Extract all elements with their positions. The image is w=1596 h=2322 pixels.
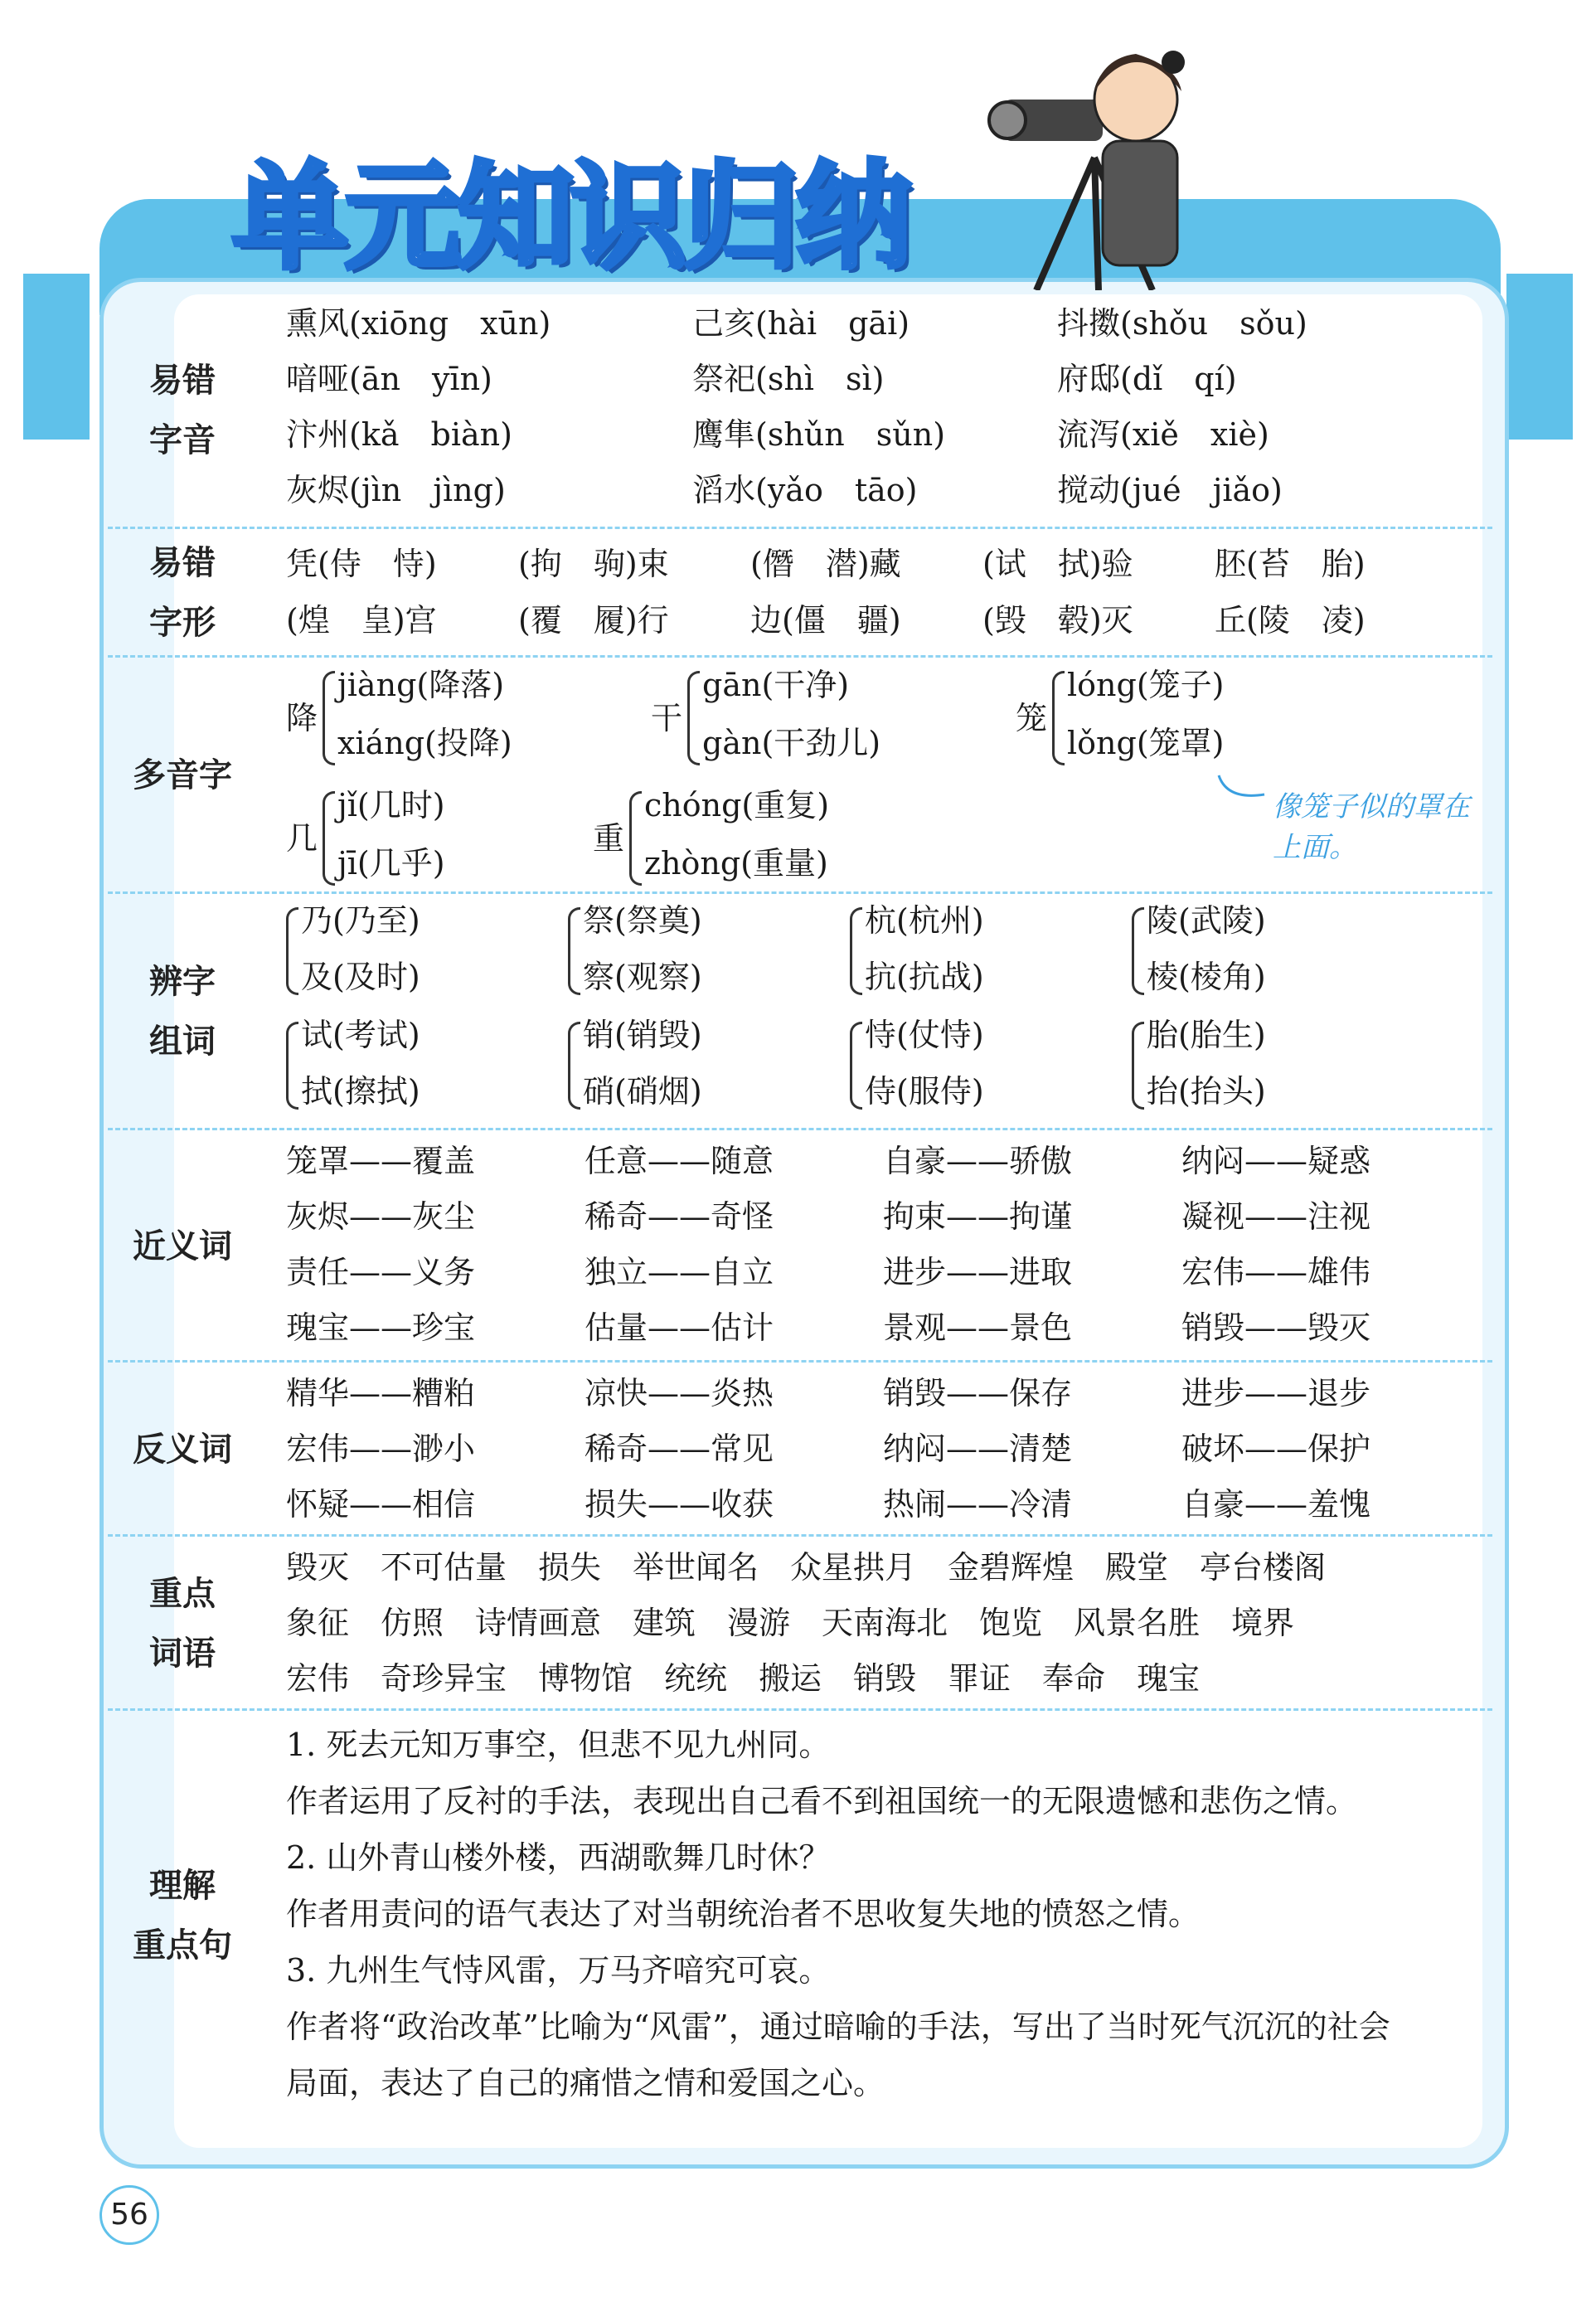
distinguish-word: 乃(乃至)	[301, 902, 420, 939]
section-label: 反义词	[133, 1430, 232, 1469]
keyword-row: 宏伟 奇珍异宝 博物馆 统统 搬运 销毁 罪证 奉命 瑰宝	[286, 1660, 1201, 1697]
synonym-row: 责任——义务 独立——自立 进步——进取 宏伟——雄伟	[286, 1254, 1371, 1290]
pronunciation-row: 熏风(xiōng xūn) 己亥(hài gāi) 抖擞(shǒu sǒu)	[286, 305, 1307, 342]
key-sentence: 3. 九州生气恃风雷，万马齐喑究可哀。	[286, 1952, 831, 1989]
distinguish-word: 胎(胎生)	[1147, 1017, 1266, 1053]
distinguish-group	[850, 1010, 1115, 1118]
left-side-band	[23, 274, 90, 440]
divider	[108, 891, 1492, 894]
distinguish-group	[1132, 896, 1397, 1003]
section-sentences	[99, 1712, 1501, 2119]
key-sentence: 1. 死去元知万事空，但悲不见九州同。	[286, 1727, 831, 1763]
keyword-row: 毁灭 不可估量 损失 举世闻名 众星拱月 金碧辉煌 殿堂 亭台楼阁	[286, 1549, 1327, 1586]
keyword-row: 象征 仿照 诗情画意 建筑 漫游 天南海北 饱览 风景名胜 境界	[286, 1605, 1295, 1641]
divider	[108, 1128, 1492, 1130]
antonym-row: 精华——糟粕 凉快——炎热 销毁——保存 进步——退步	[286, 1375, 1371, 1411]
polyphone-group: 重 chóng(重复) zhòng(重量)	[593, 780, 958, 896]
section-distinguish	[99, 896, 1501, 1128]
mascot-illustration	[987, 17, 1202, 290]
pronunciation-row: 喑哑(ān yīn) 祭祀(shì sì) 府邸(dǐ qí)	[286, 361, 1237, 397]
section-synonyms	[99, 1132, 1501, 1360]
page-title: 单元知识归纳	[232, 150, 910, 285]
distinguish-group	[286, 896, 551, 1003]
polyphone-group: 降 jiàng(降落) xiáng(投降)	[286, 659, 618, 775]
section-label: 重点 词语	[149, 1574, 216, 1673]
pronunciation-row: 汴州(kǎ biàn) 鹰隼(shǔn sǔn) 流泻(xiě xiè)	[286, 416, 1269, 453]
note-arrow-icon	[1215, 771, 1273, 804]
pronunciation-row: 灰烬(jìn jìng) 滔水(yǎo tāo) 搅动(jué jiǎo)	[286, 472, 1283, 508]
synonym-row: 灰烬——灰尘 稀奇——奇怪 拘束——拘谨 凝视——注视	[286, 1198, 1371, 1235]
section-label: 近义词	[133, 1227, 232, 1265]
divider	[108, 1534, 1492, 1537]
distinguish-group	[1132, 1010, 1397, 1118]
distinguish-word: 察(观察)	[583, 959, 702, 995]
glyph-row: (煌 皇)宫 (覆 履)行 边(僵 疆) (毁 毂)灭 丘(陵 凌)	[286, 602, 1366, 639]
distinguish-group	[568, 896, 833, 1003]
distinguish-group	[850, 896, 1115, 1003]
distinguish-word: 恃(仗恃)	[865, 1017, 984, 1053]
sentence-explanation: 作者将“政治改革”比喻为“风雷”，通过暗喻的手法，写出了当时死气沉沉的社会	[286, 2009, 1390, 2045]
section-label: 辨字 组词	[149, 963, 216, 1061]
divider	[108, 1708, 1492, 1711]
distinguish-word: 试(考试)	[301, 1017, 420, 1053]
synonym-row: 笼罩——覆盖 任意——随意 自豪——骄傲 纳闷——疑惑	[286, 1143, 1371, 1179]
distinguish-word: 侍(服侍)	[865, 1073, 984, 1110]
distinguish-word: 销(销毁)	[583, 1017, 702, 1053]
distinguish-word: 拭(擦拭)	[301, 1073, 420, 1110]
polyphone-group: 笼 lóng(笼子) lǒng(笼罩)	[1016, 659, 1347, 775]
section-label: 理解 重点句	[133, 1867, 232, 1965]
section-polyphone	[99, 659, 1501, 891]
section-label: 易错 字形	[149, 544, 216, 642]
synonym-row: 瑰宝——珍宝 估量——估计 景观——景色 销毁——毁灭	[286, 1309, 1371, 1346]
sentence-explanation: 局面，表达了自己的痛惜之情和爱国之心。	[286, 2065, 885, 2101]
distinguish-word: 杭(杭州)	[865, 902, 984, 939]
section-keywords	[99, 1538, 1501, 1708]
distinguish-word: 陵(武陵)	[1147, 902, 1266, 939]
section-label: 易错 字音	[149, 362, 216, 459]
distinguish-word: 及(及时)	[301, 959, 420, 995]
section-glyph	[99, 531, 1501, 655]
distinguish-word: 硝(硝烟)	[583, 1073, 702, 1110]
right-side-band	[1506, 274, 1573, 440]
distinguish-word: 棱(棱角)	[1147, 959, 1266, 995]
distinguish-word: 祭(祭奠)	[583, 902, 702, 939]
distinguish-word: 抬(抬头)	[1147, 1073, 1266, 1110]
page-number: 56	[99, 2185, 159, 2245]
key-sentence: 2. 山外青山楼外楼，西湖歌舞几时休？	[286, 1839, 831, 1876]
divider	[108, 1360, 1492, 1363]
sentence-explanation: 作者运用了反衬的手法，表现出自己看不到祖国统一的无限遗憾和悲伤之情。	[286, 1783, 1358, 1819]
section-antonyms	[99, 1364, 1501, 1534]
section-label: 多音字	[133, 756, 232, 794]
polyphone-group: 干 gān(干净) gàn(干劲儿)	[651, 659, 982, 775]
polyphone-group: 几 jǐ(几时) jī(几乎)	[286, 780, 618, 896]
distinguish-word: 抗(抗战)	[865, 959, 984, 995]
antonym-row: 宏伟——渺小 稀奇——常见 纳闷——清楚 破坏——保护	[286, 1431, 1371, 1467]
antonym-row: 怀疑——相信 损失——收获 热闹——冷清 自豪——羞愧	[286, 1486, 1371, 1523]
distinguish-group	[286, 1010, 551, 1118]
glyph-row: 凭(侍 恃) (拘 驹)束 (僭 潜)藏 (试 拭)验 胚(苔 胎)	[286, 546, 1366, 582]
divider	[108, 527, 1492, 529]
divider	[108, 655, 1492, 658]
distinguish-group	[568, 1010, 833, 1118]
sentence-explanation: 作者用责问的语气表达了对当朝统治者不思收复失地的愤怒之情。	[286, 1896, 1201, 1932]
section-pronunciation	[99, 294, 1501, 527]
annotation-note: 像笼子似的罩在上面。	[1273, 790, 1470, 864]
